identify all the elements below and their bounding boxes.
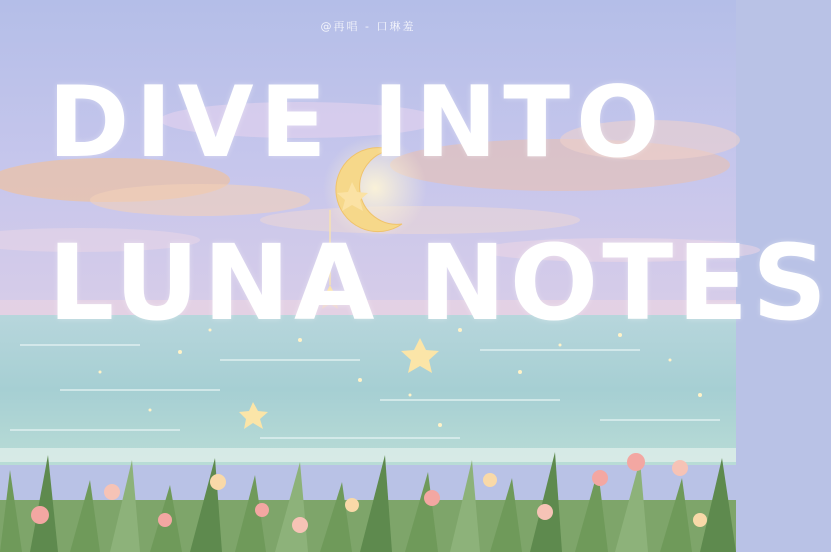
watermark: @再唱 - 口琳羞 (320, 20, 416, 33)
headline-line-1: DIVE INTO (48, 66, 666, 180)
grass (0, 452, 736, 552)
headline-line-2: LUNA NOTES (48, 222, 831, 344)
